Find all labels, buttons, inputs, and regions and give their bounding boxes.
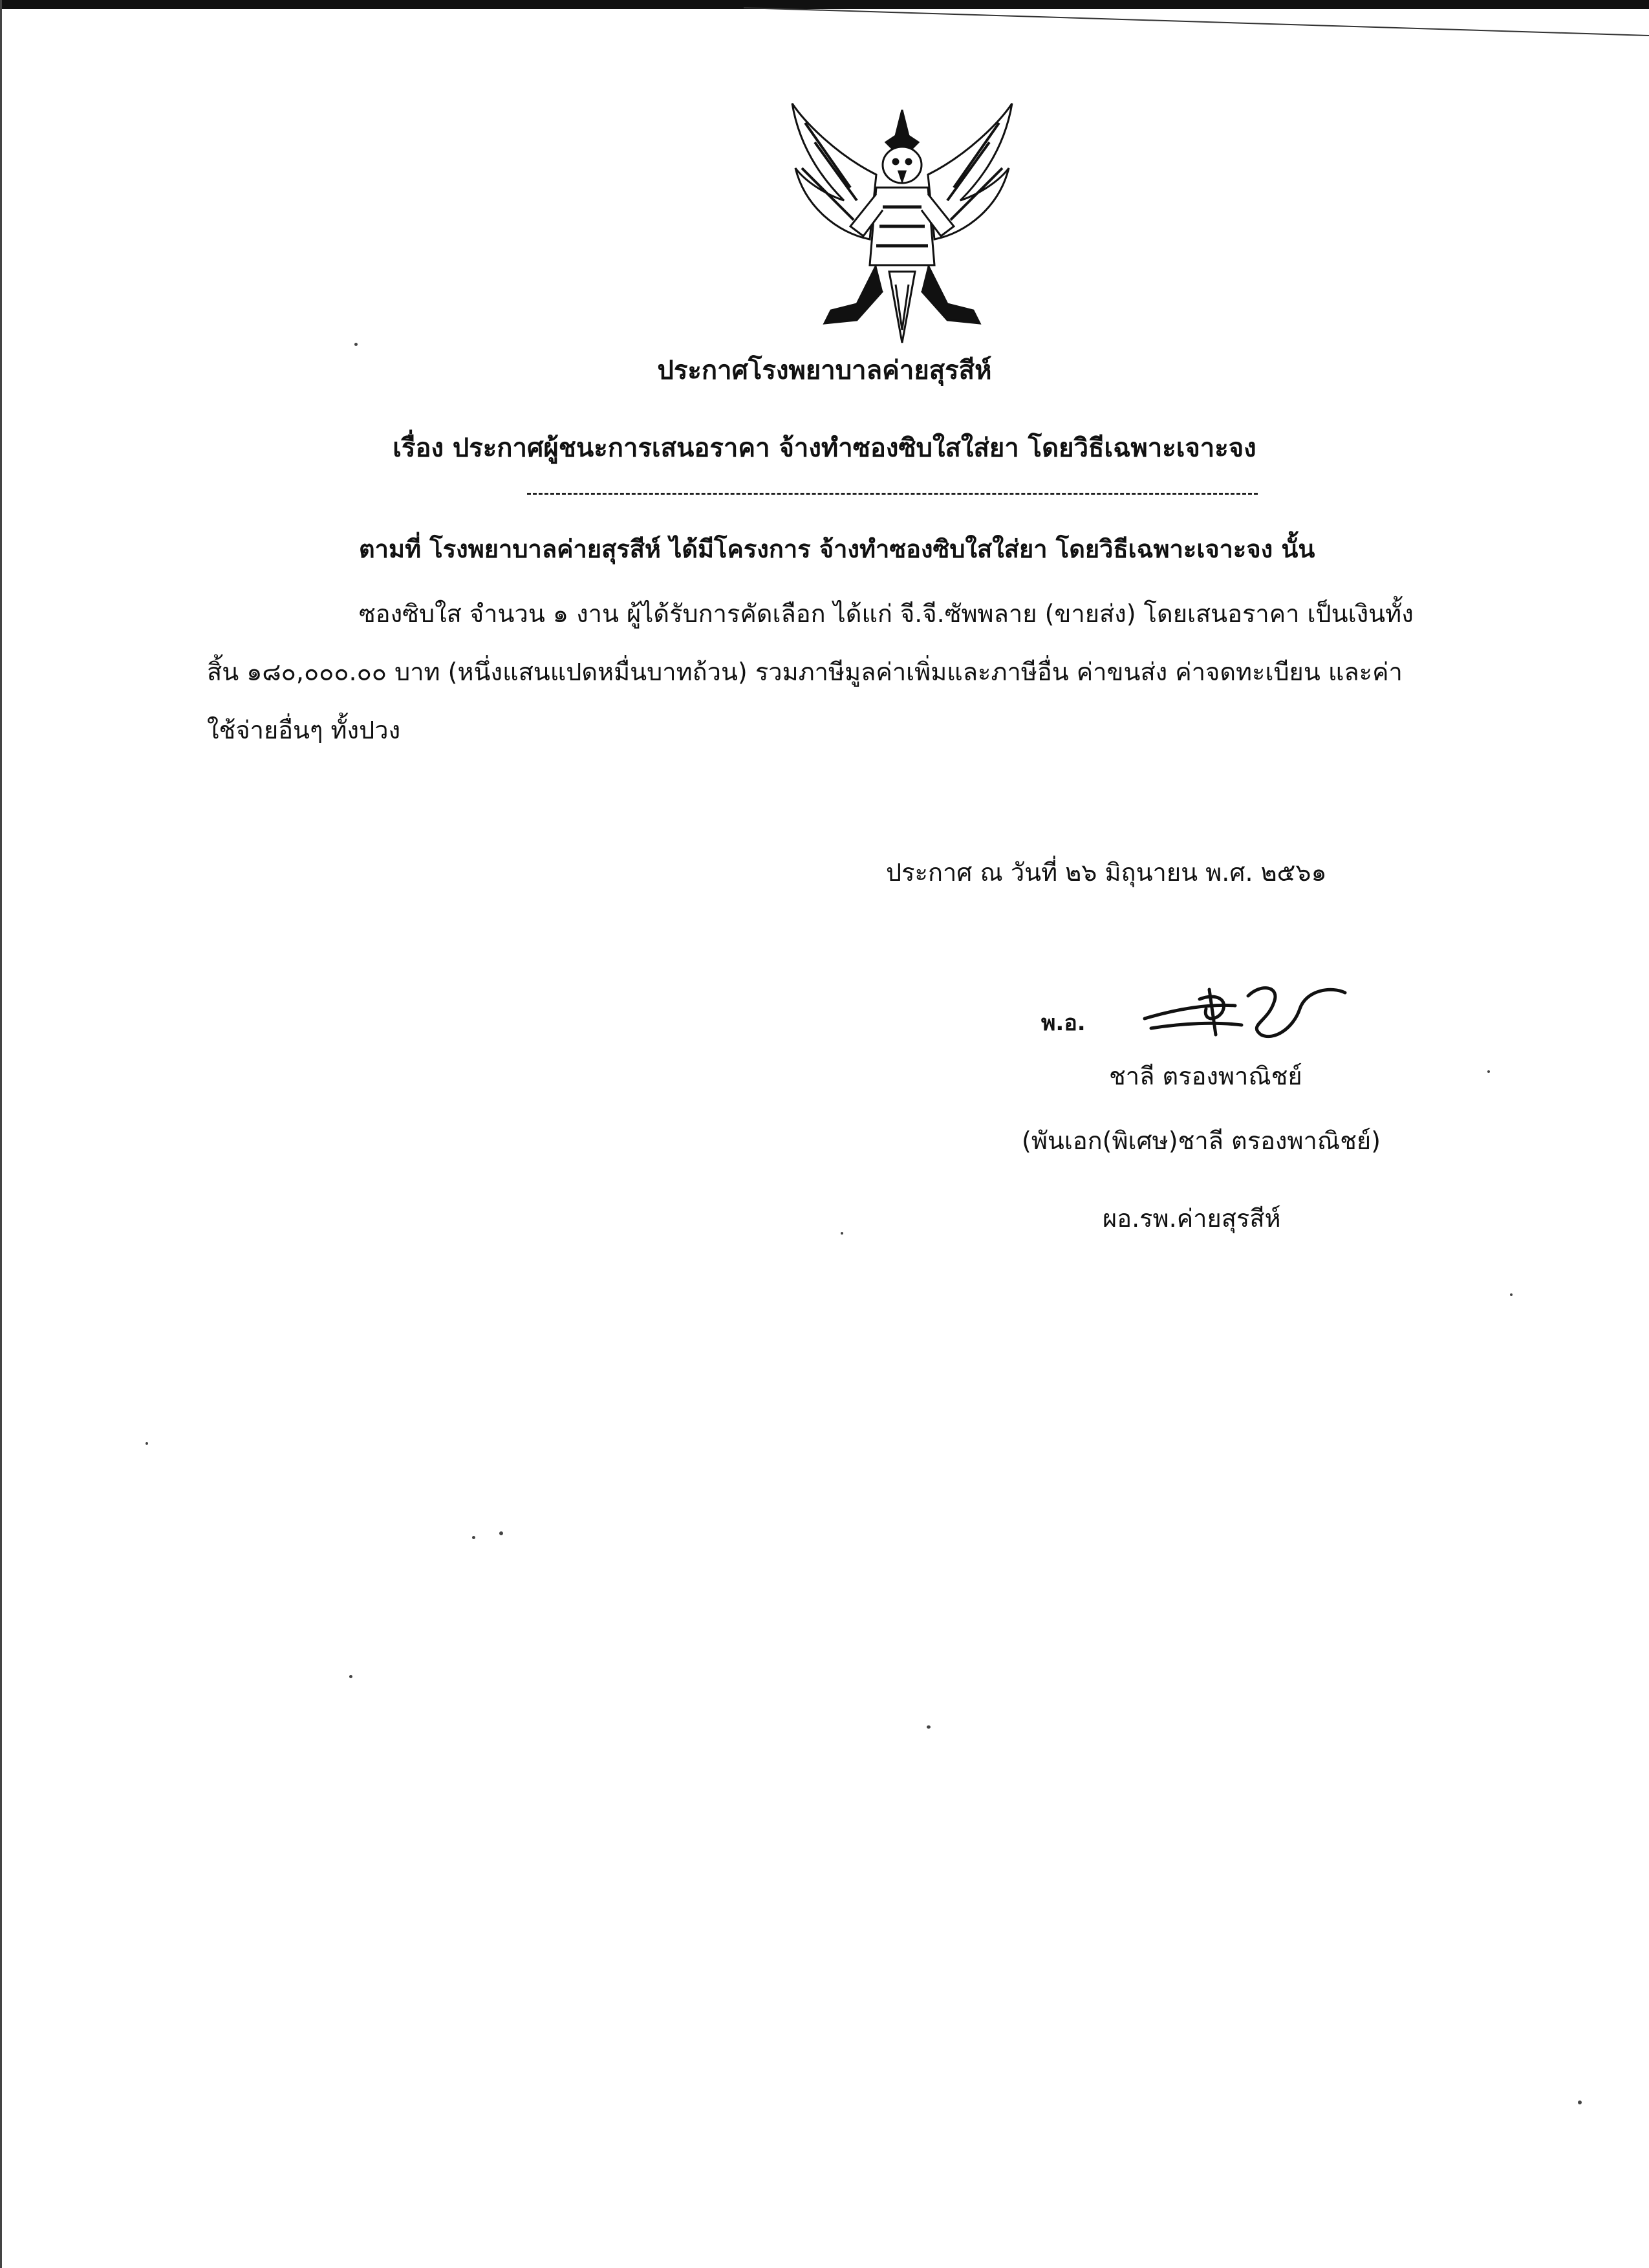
signer-name: ชาลี ตรองพาณิชย์ — [1109, 1062, 1302, 1090]
scan-left-border — [0, 0, 2, 2268]
paragraph-line-3: สิ้น ๑๘๐,๐๐๐.๐๐ บาท (หนึ่งแสนแปดหมื่นบาทถ้วน) รวมภาษีมูลค่าเพิ่มและภาษีอื่น ค่าขนส่ง ค่าจดทะเบียน และค่า — [207, 658, 1403, 686]
scan-speck — [499, 1531, 503, 1535]
signer-rank-abbrev: พ.อ. — [1041, 1010, 1086, 1036]
scan-speck — [1578, 2101, 1582, 2104]
paragraph-line-2: ซองซิบใส จำนวน ๑ งาน ผู้ได้รับการคัดเลือก ได้แก่ จี.จี.ซัพพลาย (ขายส่ง) โดยเสนอราคา เป็นเงินทั้ง — [359, 599, 1414, 628]
scan-speck — [472, 1536, 475, 1539]
paragraph-line-4: ใช้จ่ายอื่นๆ ทั้งปวง — [207, 716, 401, 744]
scan-edge-line — [744, 6, 1649, 45]
document-title: ประกาศโรงพยาบาลค่ายสุรสีห์ — [657, 356, 992, 385]
paragraph-line-1-text: ตามที่ โรงพยาบาลค่ายสุรสีห์ ได้มีโครงการ จ้างทำซองซิบใสใส่ยา โดยวิธีเฉพาะเจาะจง นั้น — [359, 535, 1315, 563]
scan-speck — [354, 343, 358, 346]
scan-speck — [1510, 1293, 1513, 1296]
signer-position: ผอ.รพ.ค่ายสุรสีห์ — [1103, 1204, 1281, 1233]
scan-speck — [841, 1232, 843, 1235]
paragraph-line-1 — [359, 537, 1315, 561]
scan-speck — [146, 1442, 148, 1445]
scan-speck — [927, 1725, 931, 1729]
announcement-date: ประกาศ ณ วันที่ ๒๖ มิถุนายน พ.ศ. ๒๕๖๑ — [886, 858, 1327, 887]
handwritten-signature — [1138, 964, 1352, 1048]
scan-speck — [349, 1675, 352, 1678]
signer-full-name: (พันเอก(พิเศษ)ชาลี ตรองพาณิชย์) — [1022, 1127, 1381, 1155]
scan-speck — [1487, 1070, 1490, 1073]
garuda-emblem-icon — [779, 97, 1025, 356]
separator-line — [527, 493, 1258, 495]
document-subject: เรื่อง ประกาศผู้ชนะการเสนอราคา จ้างทำซองซิบใสใส่ยา โดยวิธีเฉพาะเจาะจง — [393, 433, 1256, 463]
